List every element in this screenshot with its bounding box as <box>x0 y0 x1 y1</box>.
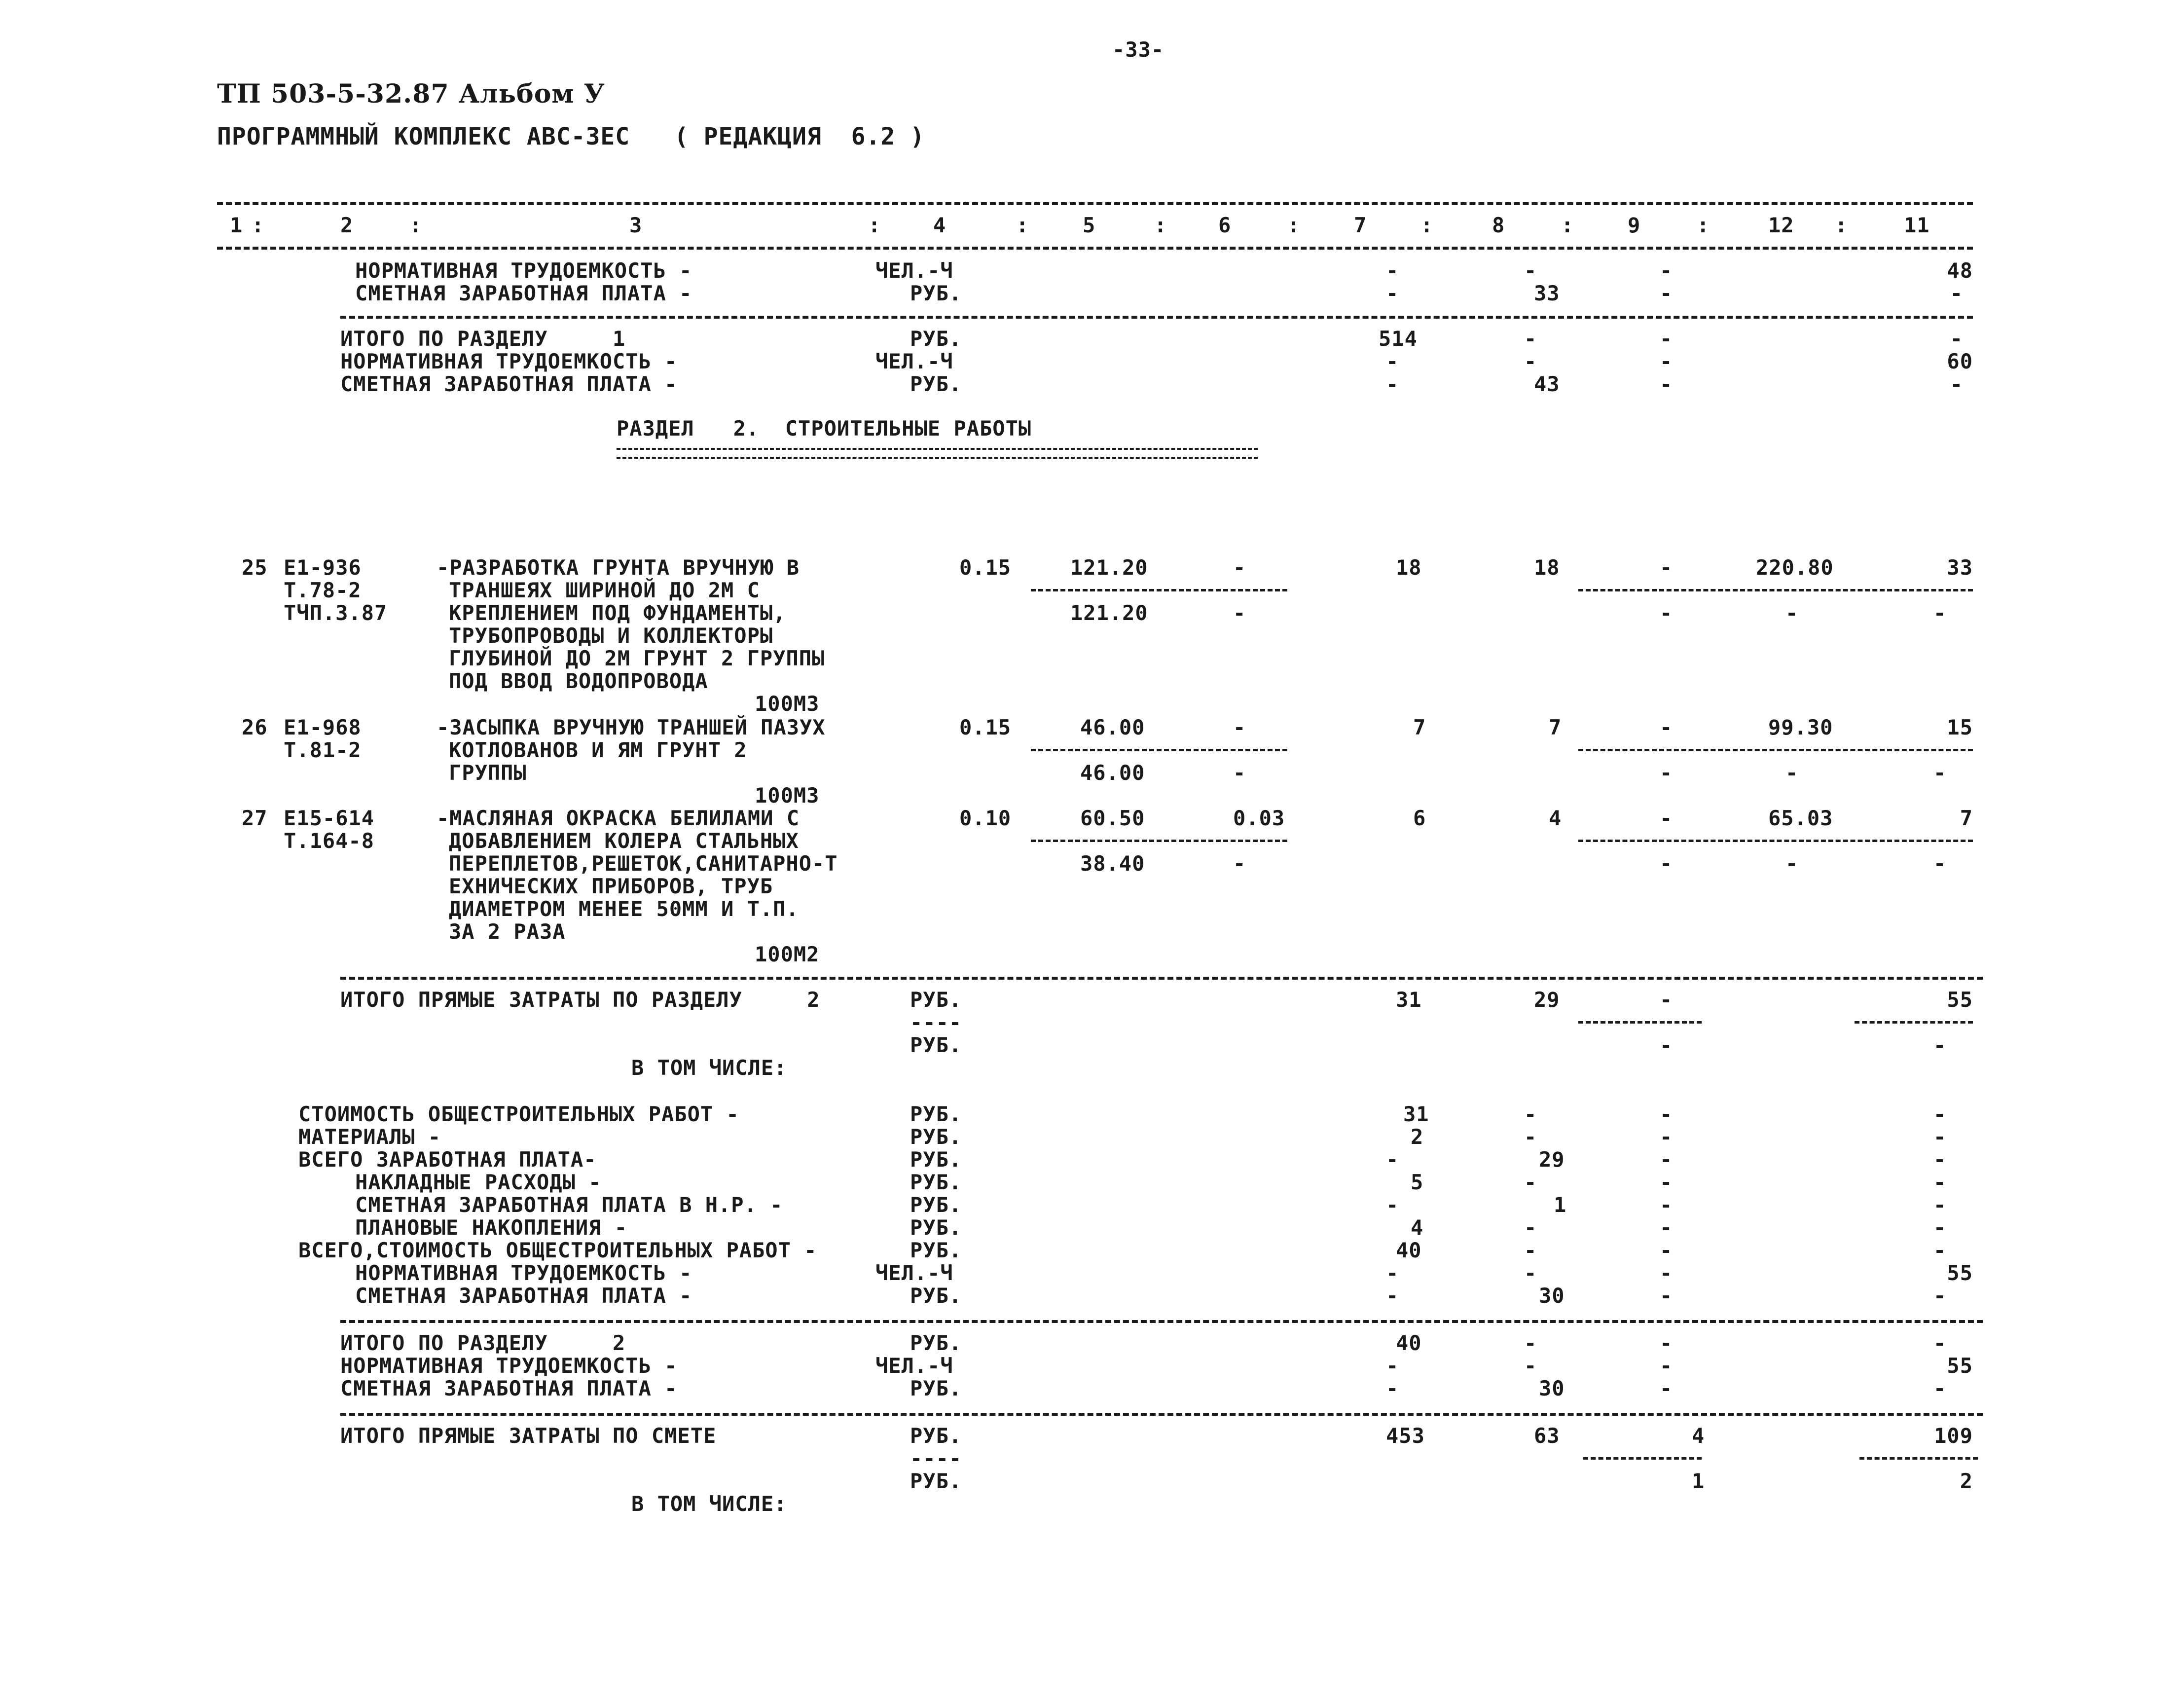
item-unit: 100М3 <box>755 692 820 716</box>
item-unit: 100М2 <box>755 942 820 966</box>
cell-c7: - <box>1386 1193 1399 1217</box>
cell-c12-wage: - <box>1785 601 1799 625</box>
item-desc: ПОД ВВОД ВОДОПРОВОДА <box>449 669 708 693</box>
col-sep: : <box>1016 213 1029 237</box>
cell-c9: - <box>1660 1238 1673 1262</box>
rule <box>1578 749 1973 751</box>
cell-price-wage: 46.00 <box>1080 761 1145 785</box>
cell-c8: - <box>1524 1215 1537 1240</box>
col-sep: : <box>1420 213 1434 237</box>
row-unit: РУБ. <box>910 1215 962 1240</box>
cell-c9: - <box>1660 1125 1673 1149</box>
row-unit: РУБ. <box>910 1331 962 1355</box>
col-header-1: 1 <box>230 213 243 237</box>
cell-qty: 0.15 <box>959 555 1012 580</box>
row-label: НОРМАТИВНАЯ ТРУДОЕМКОСТЬ - <box>355 1261 692 1285</box>
cell-c7: - <box>1386 1284 1399 1308</box>
cell-c11: 15 <box>1947 715 1973 739</box>
cell-c9: - <box>1660 806 1673 830</box>
item-code: Е1-936 <box>284 555 362 580</box>
cell-price-wage: 121.20 <box>1070 601 1148 625</box>
row-unit: ЧЕЛ.-Ч <box>875 349 953 373</box>
cell-c11: - <box>1933 1215 1947 1240</box>
cell-c8: 1 <box>1554 1193 1567 1217</box>
cell-c9: - <box>1660 1102 1673 1126</box>
cell-c8: - <box>1524 1102 1537 1126</box>
item-code: Т.78-2 <box>284 578 362 602</box>
item-desc: -РАЗРАБОТКА ГРУНТА ВРУЧНУЮ В <box>437 555 800 580</box>
row-label: ИТОГО ПО РАЗДЕЛУ 2 <box>340 1331 626 1355</box>
cell-c11: - <box>1933 1170 1947 1194</box>
col-sep: : <box>868 213 881 237</box>
cell-c8: - <box>1524 258 1537 283</box>
row-unit: РУБ. <box>910 327 962 351</box>
cell-c8: - <box>1524 1331 1537 1355</box>
rule <box>1031 749 1287 751</box>
cell-c12: 65.03 <box>1768 806 1833 830</box>
rule <box>340 316 1973 319</box>
page-number: -33- <box>1112 37 1165 62</box>
section2-title: РАЗДЕЛ 2. СТРОИТЕЛЬНЫЕ РАБОТЫ <box>617 416 1032 441</box>
col-header-11: 11 <box>1904 213 1930 237</box>
col-header-2: 2 <box>340 213 354 237</box>
cell-c12-wage: - <box>1785 851 1799 876</box>
cell-c11: - <box>1933 1376 1947 1400</box>
col-header-3: 3 <box>629 213 643 237</box>
rule <box>1859 1457 1978 1460</box>
cell-c11: - <box>1933 1193 1947 1217</box>
row-unit: РУБ. <box>910 1147 962 1172</box>
item-number: 25 <box>242 555 268 580</box>
item-code: Е1-968 <box>284 715 362 739</box>
row-label: НОРМАТИВНАЯ ТРУДОЕМКОСТЬ - <box>340 349 678 373</box>
item-code: Т.164-8 <box>284 829 375 853</box>
item-desc: ГРУППЫ <box>449 761 527 785</box>
cell-c9: - <box>1660 1376 1673 1400</box>
item-desc: ТРАНШЕЯХ ШИРИНОЙ ДО 2М С <box>449 578 760 602</box>
col-sep: : <box>409 213 423 237</box>
row-label: СМЕТНАЯ ЗАРАБОТНАЯ ПЛАТА - <box>340 372 678 396</box>
item-desc: ТРУБОПРОВОДЫ И КОЛЛЕКТОРЫ <box>449 624 773 648</box>
item-desc: ЗА 2 РАЗА <box>449 919 566 944</box>
cell-c7: 514 <box>1379 327 1418 351</box>
row-unit: ЧЕЛ.-Ч <box>875 1354 953 1378</box>
cell-c11-wage: - <box>1933 1033 1947 1057</box>
row-label: СМЕТНАЯ ЗАРАБОТНАЯ ПЛАТА В Н.Р. - <box>355 1193 783 1217</box>
cell-c8: 30 <box>1539 1284 1565 1308</box>
cell-c11-wage: - <box>1933 601 1947 625</box>
cell-c11: - <box>1950 372 1963 396</box>
cell-c7: 40 <box>1396 1238 1422 1262</box>
cell-c9: - <box>1660 1284 1673 1308</box>
cell-price: 121.20 <box>1070 555 1148 580</box>
cell-c7: - <box>1386 349 1399 373</box>
row-unit: РУБ. <box>910 1469 962 1493</box>
col-header-7: 7 <box>1354 213 1367 237</box>
cell-c9: - <box>1660 1215 1673 1240</box>
rule <box>1583 1457 1702 1460</box>
cell-c9-wage: - <box>1660 851 1673 876</box>
cell-c7: - <box>1386 1376 1399 1400</box>
cell-c8: 7 <box>1549 715 1562 739</box>
cell-c9-wage: - <box>1660 1033 1673 1057</box>
cell-c11: - <box>1950 327 1963 351</box>
cell-c7: - <box>1386 372 1399 396</box>
row-label: СМЕТНАЯ ЗАРАБОТНАЯ ПЛАТА - <box>355 1284 692 1308</box>
cell-c7: 31 <box>1403 1102 1429 1126</box>
cell-c11-wage: 2 <box>1960 1469 1973 1493</box>
cell-c9-wage: - <box>1660 601 1673 625</box>
cell-c11-wage: - <box>1933 761 1947 785</box>
cell-c11: 48 <box>1947 258 1973 283</box>
cell-c7: 31 <box>1396 988 1422 1012</box>
cell-c9: - <box>1660 1193 1673 1217</box>
cell-c9: - <box>1660 988 1673 1012</box>
cell-c11: 60 <box>1947 349 1973 373</box>
row-unit: РУБ. <box>910 1284 962 1308</box>
cell-c11: 55 <box>1947 1261 1973 1285</box>
row-label: ИТОГО ПО РАЗДЕЛУ 1 <box>340 327 626 351</box>
cell-c8: 30 <box>1539 1376 1565 1400</box>
including-label: В ТОМ ЧИСЛЕ: <box>631 1492 787 1516</box>
cell-c6: 0.03 <box>1233 806 1285 830</box>
cell-c8: 18 <box>1534 555 1560 580</box>
row-unit: РУБ. <box>910 1033 962 1057</box>
row-unit: РУБ. <box>910 1125 962 1149</box>
row-label: НОРМАТИВНАЯ ТРУДОЕМКОСТЬ - <box>340 1354 678 1378</box>
row-unit: РУБ. <box>910 372 962 396</box>
col-sep: : <box>1287 213 1301 237</box>
cell-c9: - <box>1660 555 1673 580</box>
cell-price: 60.50 <box>1080 806 1145 830</box>
cell-c6: - <box>1233 715 1246 739</box>
header-rule-bottom <box>217 247 1973 250</box>
row-unit: РУБ. <box>910 281 962 305</box>
cell-c7: 7 <box>1413 715 1426 739</box>
cell-c9: - <box>1660 1354 1673 1378</box>
col-sep: : <box>1697 213 1710 237</box>
cell-c8: - <box>1524 327 1537 351</box>
cell-c7: 4 <box>1411 1215 1424 1240</box>
col-sep: : <box>252 213 265 237</box>
row-label: ИТОГО ПРЯМЫЕ ЗАТРАТЫ ПО СМЕТЕ <box>340 1424 717 1448</box>
row-label: НАКЛАДНЫЕ РАСХОДЫ - <box>355 1170 602 1194</box>
row-unit: РУБ. <box>910 1170 962 1194</box>
cell-c8: 43 <box>1534 372 1560 396</box>
cell-c12: 220.80 <box>1756 555 1834 580</box>
document-code: ТП 503-5-32.87 Альбом У <box>217 79 605 109</box>
col-header-5: 5 <box>1083 213 1096 237</box>
program-line: ПРОГРАММНЫЙ КОМПЛЕКС АВС-3ЕС ( РЕДАКЦИЯ 6.2 ) <box>217 123 925 150</box>
cell-c9-wage: - <box>1660 761 1673 785</box>
row-label: СТОИМОСТЬ ОБЩЕСТРОИТЕЛЬНЫХ РАБОТ - <box>298 1102 739 1126</box>
cell-c6-wage: - <box>1233 601 1246 625</box>
row-label: СМЕТНАЯ ЗАРАБОТНАЯ ПЛАТА - <box>340 1376 678 1400</box>
item-code: ТЧП.3.87 <box>284 601 388 625</box>
col-sep: : <box>1561 213 1574 237</box>
item-unit: 100М3 <box>755 783 820 808</box>
cell-c6: - <box>1233 555 1246 580</box>
cell-c9: - <box>1660 1331 1673 1355</box>
cell-c7: - <box>1386 1354 1399 1378</box>
cell-c9: - <box>1660 372 1673 396</box>
cell-c7: 18 <box>1396 555 1422 580</box>
item-desc: ДИАМЕТРОМ МЕНЕЕ 50ММ И Т.П. <box>449 897 799 921</box>
cell-qty: 0.10 <box>959 806 1012 830</box>
col-header-9: 9 <box>1628 213 1641 237</box>
cell-c9: 4 <box>1692 1424 1705 1448</box>
cell-c11: - <box>1933 1125 1947 1149</box>
row-label: ПЛАНОВЫЕ НАКОПЛЕНИЯ - <box>355 1215 628 1240</box>
cell-c8: 63 <box>1534 1424 1560 1448</box>
cell-c7: 6 <box>1413 806 1426 830</box>
cell-c9: - <box>1660 281 1673 305</box>
cell-c9: - <box>1660 258 1673 283</box>
col-header-4: 4 <box>933 213 946 237</box>
item-code: Е15-614 <box>284 806 375 830</box>
cell-c7: - <box>1386 258 1399 283</box>
cell-c7: 5 <box>1411 1170 1424 1194</box>
cell-price-wage: 38.40 <box>1080 851 1145 876</box>
cell-c9: - <box>1660 1147 1673 1172</box>
cell-c8: - <box>1524 1261 1537 1285</box>
row-unit-rule: ---- <box>910 1446 962 1470</box>
cell-c8: 29 <box>1539 1147 1565 1172</box>
header-rule-top <box>217 202 1973 205</box>
cell-c11: 109 <box>1934 1424 1973 1448</box>
cell-c8: 29 <box>1534 988 1560 1012</box>
rule <box>1578 589 1973 591</box>
cell-c7: - <box>1386 1261 1399 1285</box>
cell-c12: 99.30 <box>1768 715 1833 739</box>
rule <box>1855 1021 1973 1024</box>
rule <box>1578 1021 1702 1024</box>
cell-c11: - <box>1933 1102 1947 1126</box>
cell-c7: 2 <box>1411 1125 1424 1149</box>
item-desc: -ЗАСЫПКА ВРУЧНУЮ ТРАНШЕЙ ПАЗУХ <box>437 715 826 739</box>
row-label: МАТЕРИАЛЫ - <box>298 1125 441 1149</box>
cell-c8: - <box>1524 349 1537 373</box>
cell-c8: 33 <box>1534 281 1560 305</box>
rule <box>1031 589 1287 591</box>
cell-c11: - <box>1933 1331 1947 1355</box>
rule <box>1031 840 1287 842</box>
col-sep: : <box>1835 213 1848 237</box>
cell-c11: 7 <box>1960 806 1973 830</box>
row-unit: РУБ. <box>910 1238 962 1262</box>
cell-c8: - <box>1524 1238 1537 1262</box>
cell-c11: 33 <box>1947 555 1973 580</box>
row-label: ВСЕГО ЗАРАБОТНАЯ ПЛАТА- <box>298 1147 597 1172</box>
including-label: В ТОМ ЧИСЛЕ: <box>631 1056 787 1080</box>
item-desc: ГЛУБИНОЙ ДО 2М ГРУНТ 2 ГРУППЫ <box>449 646 825 670</box>
cell-c8: - <box>1524 1125 1537 1149</box>
col-header-12: 12 <box>1768 213 1794 237</box>
row-label: СМЕТНАЯ ЗАРАБОТНАЯ ПЛАТА - <box>355 281 692 305</box>
item-desc: КОТЛОВАНОВ И ЯМ ГРУНТ 2 <box>449 738 747 762</box>
row-unit: ЧЕЛ.-Ч <box>875 1261 953 1285</box>
cell-c11: 55 <box>1947 1354 1973 1378</box>
cell-c9: - <box>1660 327 1673 351</box>
cell-c11: - <box>1950 281 1963 305</box>
cell-c11-wage: - <box>1933 851 1947 876</box>
col-header-8: 8 <box>1492 213 1505 237</box>
cell-c6-wage: - <box>1233 761 1246 785</box>
rule <box>340 977 1983 980</box>
cell-c7: 40 <box>1396 1331 1422 1355</box>
rule <box>340 1320 1983 1323</box>
cell-c7: 453 <box>1386 1424 1425 1448</box>
row-unit-rule: ---- <box>910 1010 962 1034</box>
cell-qty: 0.15 <box>959 715 1012 739</box>
cell-c6-wage: - <box>1233 851 1246 876</box>
cell-c7: - <box>1386 281 1399 305</box>
cell-c11: - <box>1933 1147 1947 1172</box>
cell-c11: - <box>1933 1238 1947 1262</box>
cell-c9: - <box>1660 1261 1673 1285</box>
cell-c9-wage: 1 <box>1692 1469 1705 1493</box>
row-unit: РУБ. <box>910 1102 962 1126</box>
cell-c8: - <box>1524 1170 1537 1194</box>
cell-c12-wage: - <box>1785 761 1799 785</box>
cell-c8: - <box>1524 1354 1537 1378</box>
row-unit: РУБ. <box>910 1424 962 1448</box>
cell-c9: - <box>1660 349 1673 373</box>
item-code: Т.81-2 <box>284 738 362 762</box>
col-sep: : <box>1154 213 1167 237</box>
cell-price: 46.00 <box>1080 715 1145 739</box>
cell-c9: - <box>1660 1170 1673 1194</box>
cell-c11: 55 <box>1947 988 1973 1012</box>
cell-c7: - <box>1386 1147 1399 1172</box>
cell-c11: - <box>1933 1284 1947 1308</box>
row-unit: РУБ. <box>910 1376 962 1400</box>
item-desc: -МАСЛЯНАЯ ОКРАСКА БЕЛИЛАМИ С <box>437 806 800 830</box>
item-number: 27 <box>242 806 268 830</box>
row-unit: РУБ. <box>910 1193 962 1217</box>
row-label: НОРМАТИВНАЯ ТРУДОЕМКОСТЬ - <box>355 258 692 283</box>
item-desc: ДОБАВЛЕНИЕМ КОЛЕРА СТАЛЬНЫХ <box>449 829 799 853</box>
item-number: 26 <box>242 715 268 739</box>
item-desc: КРЕПЛЕНИЕМ ПОД ФУНДАМЕНТЫ, <box>449 601 786 625</box>
rule <box>1578 840 1973 842</box>
item-desc: ПЕРЕПЛЕТОВ,РЕШЕТОК,САНИТАРНО-Т <box>449 851 838 876</box>
cell-c8: 4 <box>1549 806 1562 830</box>
cell-c9: - <box>1660 715 1673 739</box>
col-header-6: 6 <box>1218 213 1232 237</box>
row-label: ВСЕГО,СТОИМОСТЬ ОБЩЕСТРОИТЕЛЬНЫХ РАБОТ - <box>298 1238 817 1262</box>
section2-title-underline <box>617 448 1258 459</box>
row-unit: ЧЕЛ.-Ч <box>875 258 953 283</box>
item-desc: ЕХНИЧЕСКИХ ПРИБОРОВ, ТРУБ <box>449 874 773 898</box>
row-unit: РУБ. <box>910 988 962 1012</box>
row-label: ИТОГО ПРЯМЫЕ ЗАТРАТЫ ПО РАЗДЕЛУ 2 <box>340 988 820 1012</box>
rule <box>340 1413 1983 1416</box>
